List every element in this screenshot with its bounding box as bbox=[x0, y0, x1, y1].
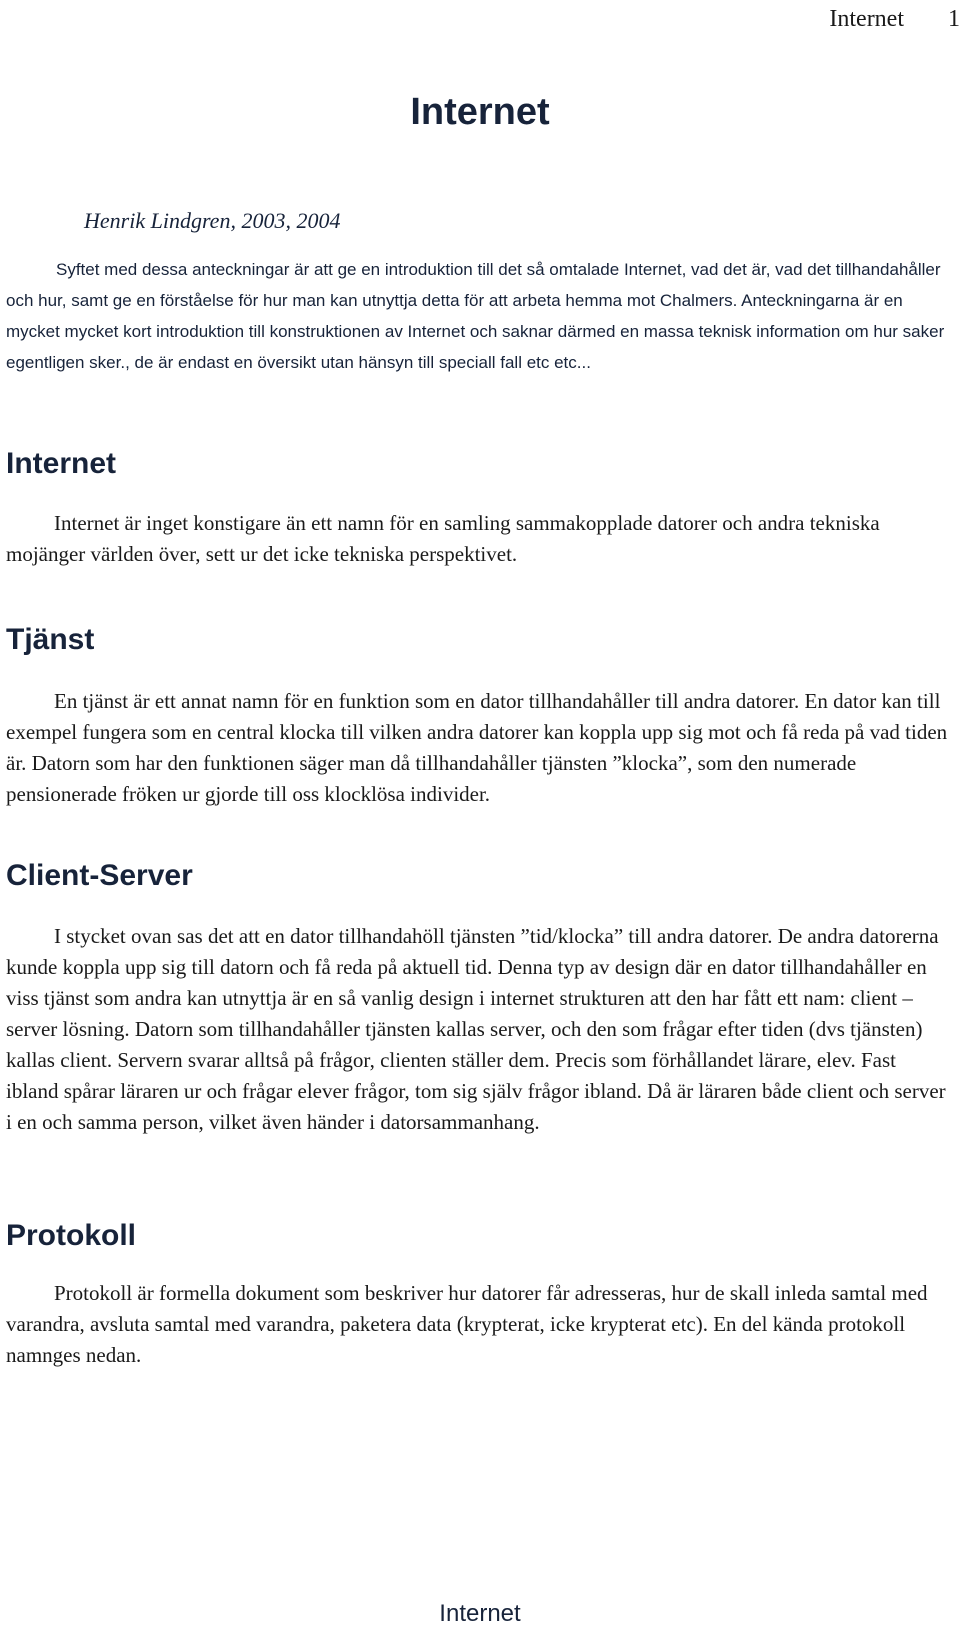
running-footer: Internet bbox=[439, 1600, 521, 1627]
section-heading-internet: Internet bbox=[6, 447, 117, 480]
section-body-internet: Internet är inget konstigare än ett namn för en samling sammakopplade datorer och andra tekniska mojänger världen över, sett ur det icke tekniska perspektivet. bbox=[6, 511, 880, 566]
running-header bbox=[0, 4, 960, 34]
section-body-client-server: I stycket ovan sas det att en dator tillhandahöll tjänsten ”tid/klocka” till andra datorer. De andra datorerna kunde koppla upp sig till datorn och få reda på aktuell tid. Denna typ av design där en dator tillhandahåller en viss tjänst som andra kan utnyttja är en så vanlig design i internet strukturen att den har fått ett nam: client – server lösning. Datorn som tillhandahåller tjänsten kallas server, och den som frågar efter tiden (dvs tjänsten) kallas client. Servern svarar alltså på frågor, clienten ställer dem. Precis som förhållandet lärare, elev. Fast ibland spårar läraren ur och frågar elever frågor, tom sig själv frågor ibland. Då är läraren både client och server i en och samma person, vilket även händer i datorsammanhang. bbox=[6, 924, 946, 1134]
section-body-protokoll: Protokoll är formella dokument som beskriver hur datorer får adresseras, hur de skall inleda samtal med varandra, avsluta samtal med varandra, paketera data (krypterat, icke krypterat etc). En del kända protokoll namnges nedan. bbox=[6, 1281, 928, 1367]
section-heading-protokoll: Protokoll bbox=[6, 1219, 137, 1252]
author-line: Henrik Lindgren, 2003, 2004 bbox=[84, 208, 341, 233]
section-heading-tjanst: Tjänst bbox=[6, 623, 95, 656]
document-title: Internet bbox=[410, 91, 550, 133]
section-heading-client-server: Client-Server bbox=[6, 859, 193, 892]
abstract-paragraph: Syftet med dessa anteckningar är att ge en introduktion till det så omtalade Internet, vad det är, vad det tillhandahåller och hur, samt ge en förståelse för hur man kan utnyttja detta för att arbeta hemma mot Chalmers. Anteckningarna är en mycket mycket kort introduktion till konstruktionen av Internet och saknar därmed en massa teknisk information om hur saker egentligen sker., de är endast en översikt utan hänsyn till speciall fall etc etc... bbox=[6, 260, 945, 372]
page-number: 1 bbox=[948, 6, 960, 32]
header-title: Internet bbox=[829, 6, 904, 32]
section-body-tjanst: En tjänst är ett annat namn för en funktion som en dator tillhandahåller till andra datorer. En dator kan till exempel fungera som en central klocka till vilken andra datorer kan koppla upp sig mot och få reda på vad tiden är. Datorn som har den funktionen säger man då tillhandahåller tjänsten ”klocka”, som den numerade pensionerade fröken ur gjorde till oss klocklösa individer. bbox=[6, 689, 948, 806]
